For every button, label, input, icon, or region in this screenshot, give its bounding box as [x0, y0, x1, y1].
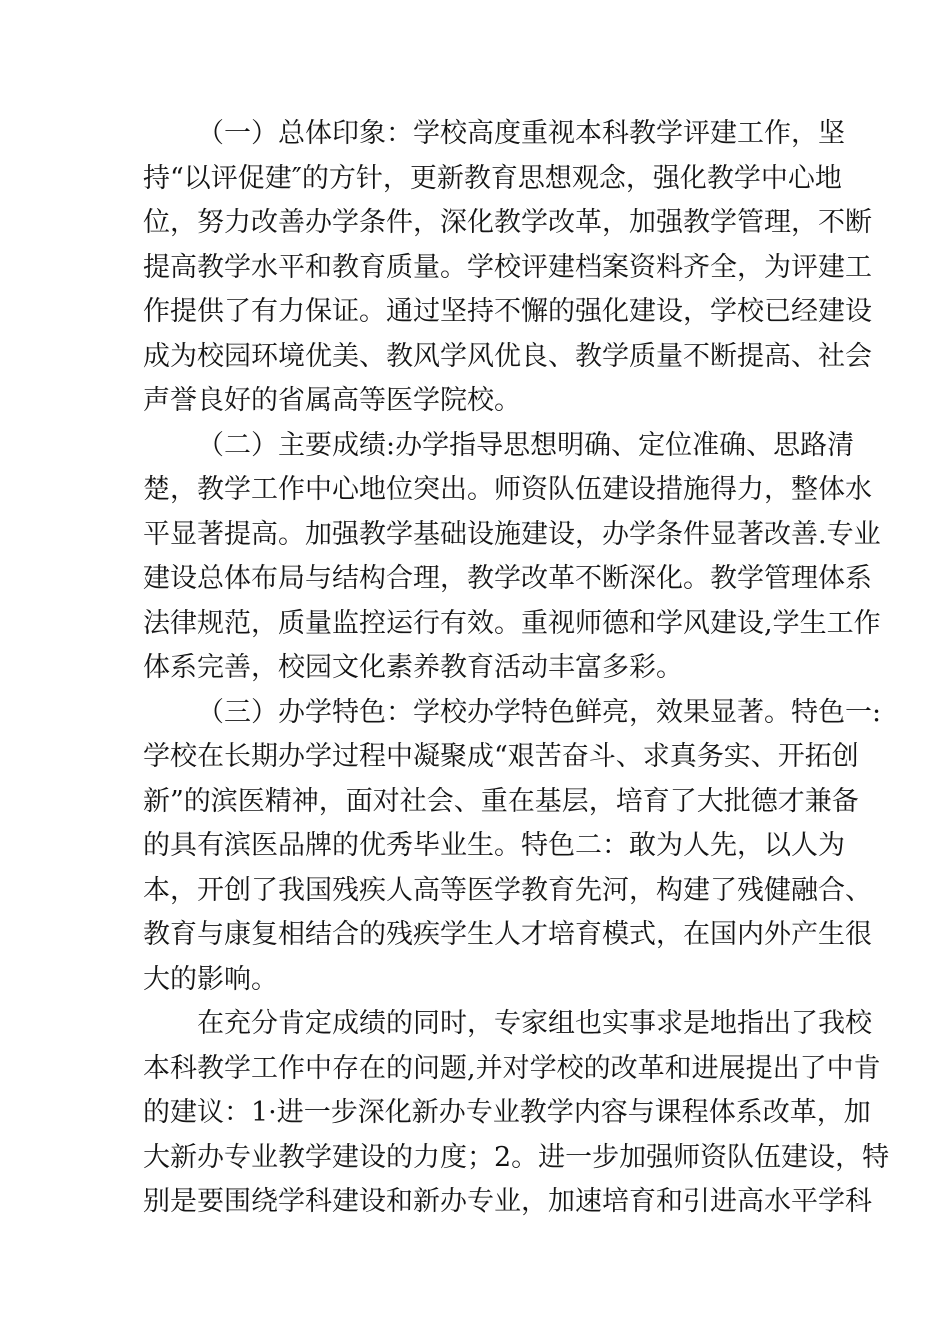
paragraph-main-achievements	[143, 424, 881, 691]
text-line: 平显著提高。加强教学基础设施建设，办学条件显著改善.专业	[143, 518, 881, 550]
paragraph-suggestions	[143, 1002, 890, 1225]
document-body	[143, 112, 890, 1225]
text-line: 持“以评促建″的方针，更新教育思想观念，强化教学中心地	[143, 162, 842, 194]
text-line: 提高教学水平和教育质量。学校评建档案资料齐全，为评建工	[143, 251, 872, 283]
text-line: 大新办专业教学建设的力度；2。进一步加强师资队伍建设，特	[143, 1141, 890, 1173]
text-line: 别是要围绕学科建设和新办专业，加速培育和引进高水平学科	[143, 1186, 872, 1217]
paragraph-school-features	[143, 691, 882, 1003]
text-line: 学校在长期办学过程中凝聚成“艰苦奋斗、求真务实、开拓创	[143, 741, 859, 772]
text-line: 新”的滨医精神，面对社会、重在基层，培育了大批德才兼备	[143, 785, 859, 817]
text-line: 本科教学工作中存在的问题,并对学校的改革和进展提出了中肯	[143, 1052, 881, 1084]
text-line: 楚，教学工作中心地位突出。师资队伍建设措施得力，整体水	[143, 474, 872, 505]
text-line: （二）主要成绩:办学指导思想明确、定位准确、思路清	[197, 429, 855, 461]
text-line: 位，努力改善办学条件，深化教学改革，加强教学管理，不断	[143, 207, 872, 238]
text-line: 法律规范，质量监控运行有效。重视师德和学风建设,学生工作	[143, 607, 881, 639]
text-line: 教育与康复相结合的残疾学生人才培育模式，在国内外产生很	[143, 919, 872, 950]
text-line: 大的影响。	[143, 963, 278, 995]
text-line: 声誉良好的省属高等医学院校。	[143, 385, 521, 416]
text-line: 作提供了有力保证。通过坚持不懈的强化建设，学校已经建设	[143, 296, 872, 327]
text-line: 建设总体布局与结构合理，教学改革不断深化。教学管理体系	[143, 563, 872, 594]
text-line: 成为校园环境优美、教风学风优良、教学质量不断提高、社会	[143, 340, 872, 372]
paragraph-overall-impression	[143, 112, 872, 424]
text-line: 的具有滨医品牌的优秀毕业生。特色二：敢为人先，以人为	[143, 830, 845, 861]
text-line: （一）总体印象：学校高度重视本科教学评建工作，坚	[197, 118, 845, 149]
text-line: 的建议：1·进一步深化新办专业教学内容与课程体系改革，加	[143, 1097, 871, 1128]
text-line: 本，开创了我国残疾人高等医学教育先河，构建了残健融合、	[143, 874, 872, 906]
text-line: （三）办学特色：学校办学特色鲜亮，效果显著。特色一:	[197, 696, 882, 728]
text-line: 在充分肯定成绩的同时，专家组也实事求是地指出了我校	[197, 1008, 872, 1039]
text-line: 体系完善，校园文化素养教育活动丰富多彩。	[143, 652, 683, 683]
